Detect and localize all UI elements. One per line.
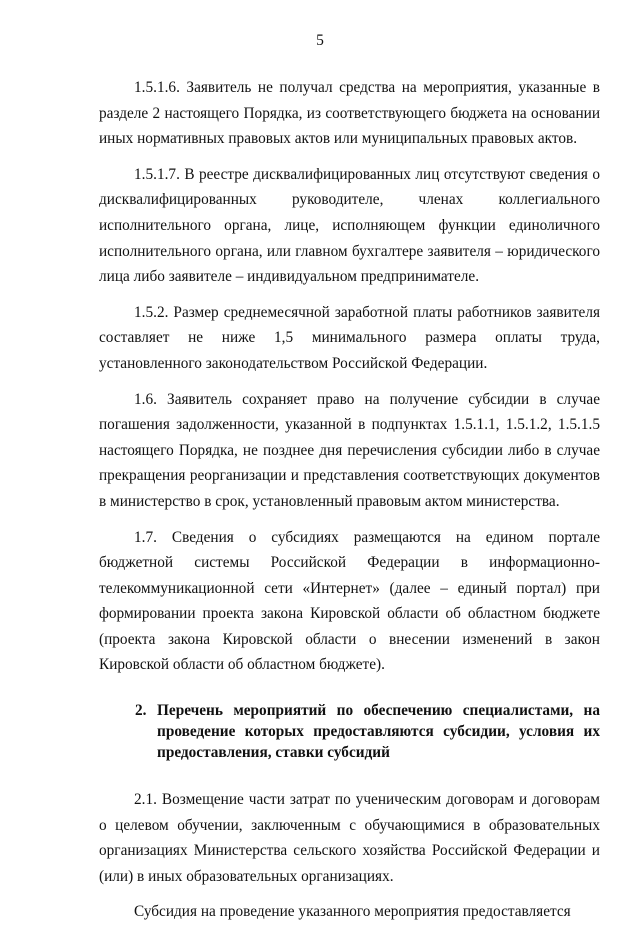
paragraph-2-1: 2.1. Возмещение части затрат по ученическим договорам и договорам о целевом обучении, заключенным с обучающимися в образовательных организациях Министерства сельского хозяйства Российской Федерации и (или) в иных образовательных организациях. xyxy=(99,791,600,885)
section-heading xyxy=(99,700,600,763)
section-heading-text: Перечень мероприятий по обеспечению специалистами, на проведение которых предоставляются субсидии, условия их предоставления, ставки субсидий xyxy=(157,702,600,762)
paragraph-1-5-1-6: 1.5.1.6. Заявитель не получал средства на мероприятия, указанные в разделе 2 настоящего Порядка, из соответствующего бюджета на основании иных нормативных правовых актов или муниципальных правовых актов. xyxy=(99,79,600,148)
paragraph-subsidy-conditions: Субсидия на проведение указанного мероприятия предоставляется xyxy=(134,903,571,921)
page-number: 5 xyxy=(316,32,324,49)
paragraph-1-5-2: 1.5.2. Размер среднемесячной заработной платы работников заявителя составляет не ниже 1,5 минимального размера оплаты труда, установленного законодательством Российской Федерации. xyxy=(99,303,600,372)
section-heading-number: 2. xyxy=(135,702,147,720)
paragraph-1-6: 1.6. Заявитель сохраняет право на получение субсидии в случае погашения задолженности, указанной в подпунктах 1.5.1.1, 1.5.1.2, 1.5.1.5 настоящего Порядка, не позднее дня перечисления субсидии либо в случае прекращения реорганизации и представления соответствующих документов в министерство в срок, установленный правовым актом министерства. xyxy=(99,390,600,510)
document-body xyxy=(99,75,600,935)
paragraph-1-5-1-7: 1.5.1.7. В реестре дисквалифицированных лиц отсутствуют сведения о дисквалифицированных руководителе, членах коллегиального исполнительного органа, лице, исполняющем функции единоличного исполнительного органа, или главном бухгалтере заявителя – юридического лица либо заявителе – индивидуальном предпринимателе. xyxy=(99,165,600,286)
paragraph-1-7: 1.7. Сведения о субсидиях размещаются на едином портале бюджетной системы Российской Федерации в информационно-телекоммуникационной сети «Интернет» (далее – единый портал) при формировании проекта закона Кировской области об областном бюджете (проекта закона Кировской области о внесении изменений в закон Кировской области об областном бюджете). xyxy=(99,528,600,674)
